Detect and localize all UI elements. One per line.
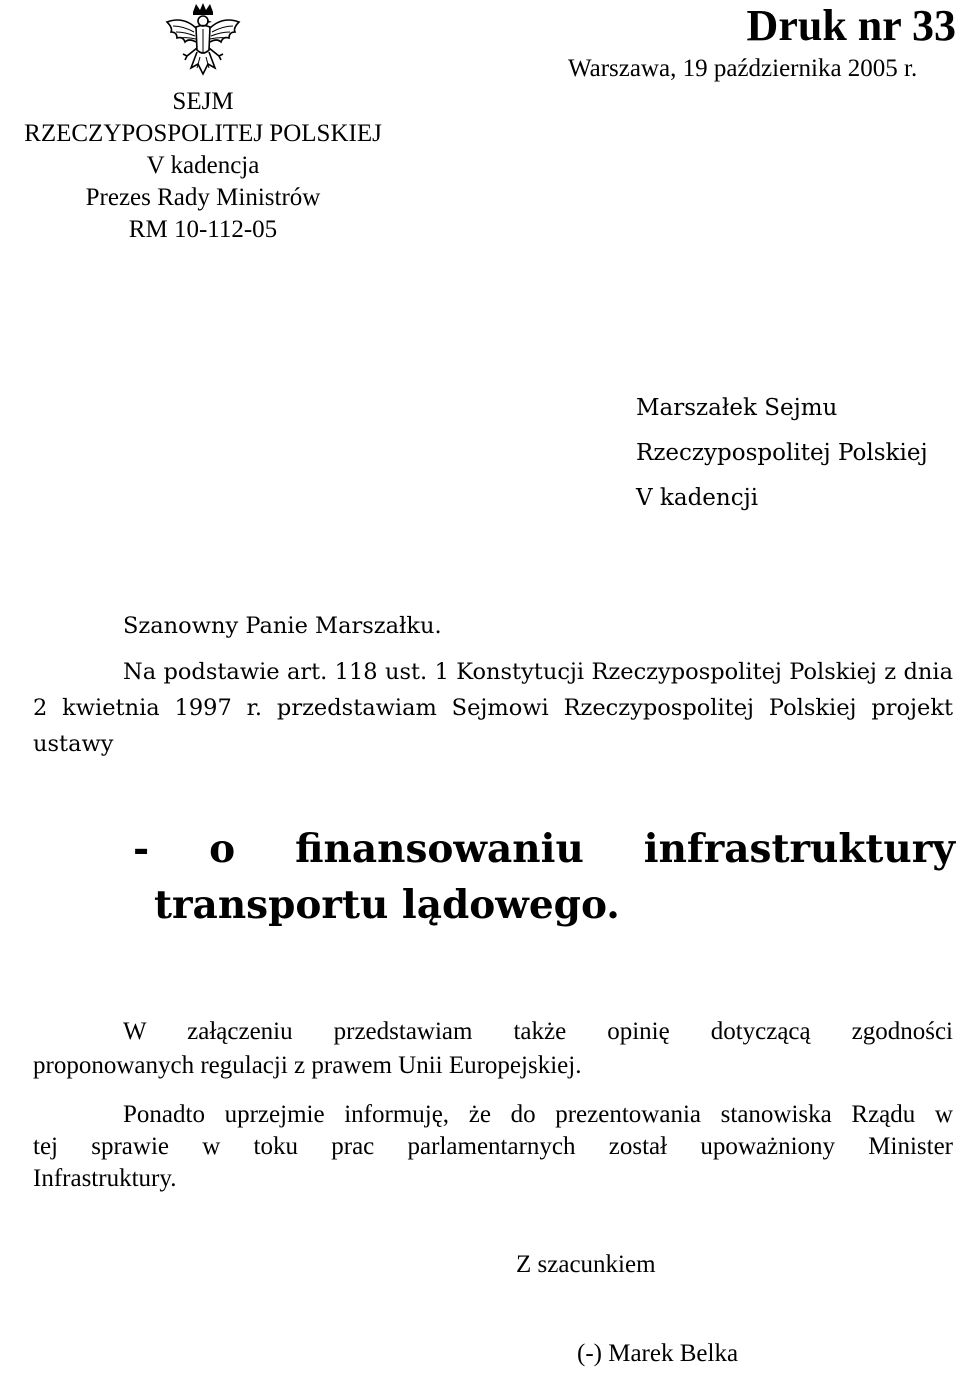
signature: (-) Marek Belka (577, 1340, 739, 1367)
header-prezes: Prezes Rady Ministrów (85, 184, 321, 211)
intro-line-1: Na podstawie art. 118 ust. 1 Konstytucji Rzeczypospolitej Polskiej z dnia (123, 659, 953, 685)
addressee-line-1: Marszałek Sejmu (636, 395, 838, 421)
header-reference-number: RM 10-112-05 (128, 216, 278, 243)
paragraph1-line-2: proponowanych regulacji z prawem Unii Europejskiej. (33, 1052, 582, 1079)
header-sejm: SEJM (172, 88, 234, 115)
document-date: Warszawa, 19 października 2005 r. (568, 55, 918, 82)
paragraph1-line-1: W załączeniu przedstawiam także opinię dotyczącą zgodności (123, 1018, 953, 1045)
paragraph2-line-1: Ponadto uprzejmie informuję, że do prezentowania stanowiska Rządu w (123, 1101, 953, 1128)
paragraph2-line-3: Infrastruktury. (33, 1165, 177, 1192)
intro-line-2: 2 kwietnia 1997 r. przedstawiam Sejmowi Rzeczypospolitej Polskiej projekt (33, 695, 953, 721)
salutation: Szanowny Panie Marszałku. (123, 613, 442, 639)
bill-title-line-1: - o finansowaniu infrastruktury (133, 826, 955, 872)
print-number: Druk nr 33 (746, 1, 956, 50)
closing: Z szacunkiem (516, 1251, 656, 1278)
header-kadencja: V kadencja (146, 152, 260, 179)
header-rzeczypospolitej: RZECZYPOSPOLITEJ POLSKIEJ (24, 120, 382, 147)
intro-line-3: ustawy (33, 731, 114, 757)
paragraph2-line-2: tej sprawie w toku prac parlamentarnych został upoważniony Minister (33, 1133, 953, 1160)
polish-eagle-emblem-icon (163, 2, 243, 82)
addressee-line-3: V kadencji (636, 485, 759, 511)
addressee-line-2: Rzeczypospolitej Polskiej (636, 440, 928, 466)
bill-title-line-2: transportu lądowego. (154, 882, 620, 928)
